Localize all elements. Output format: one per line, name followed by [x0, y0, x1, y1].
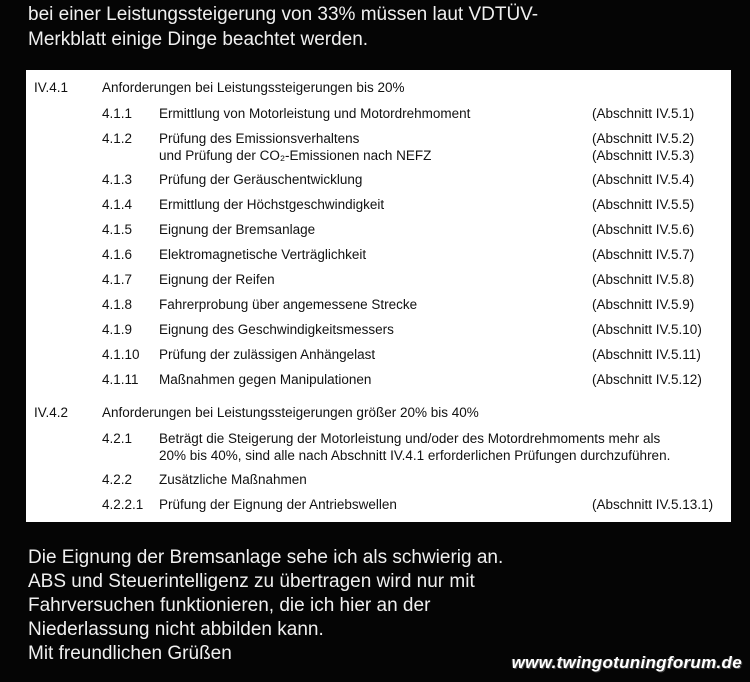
outro-text — [28, 546, 728, 666]
watermark: www.twingotuningforum.de — [511, 653, 742, 672]
intro-line: bei einer Leistungssteigerung von 33% müssen laut VDTÜV- — [28, 4, 539, 25]
outro-line: ABS und Steuerintelligenz zu übertragen wird nur mit — [28, 571, 475, 592]
document-excerpt: IV.4.1 Anforderungen bei Leistungssteigerungen bis 20% 4.1.1 Ermittlung von Motorleistung und Motordrehmoment (Abschnitt IV.5.1) 4.1.2 Prüfung des Emissionsverhaltens und Prüfung der CO₂-Emissionen nach NEFZ (Abschnitt IV.5.2) (Abschnitt IV.5.3) 4.1.3 Prüfung der Geräuschentwicklung (Abschnitt IV.5.4) 4.1.4 Ermittlung der Höchstgeschwindigkeit (Abschnitt IV.5.5) 4.1.5 Eignung der Bremsanlage (Abschnitt IV.5.6) 4.1.6 Elektromagnetische Verträglichkeit (Abschnitt IV.5.7) 4.1.7 Eignung der Reifen (Abschnitt IV.5.8) 4.1.8 Fahrerprobung über angemessene Strecke (Abschnitt IV.5.9) 4.1.9 Eignung des Geschwindigkeitsmessers (Abschnitt IV.5.10) 4.1.10 Prüfung der zulässigen Anhängelast (Abschnitt IV.5.11) 4.1.11 Maßnahmen gegen Manipulationen (Abschnitt IV.5.12) IV.4.2 Anforderungen bei Leistungssteigerungen größer 20% bis 40% 4.2.1 Beträgt die Steigerung der Motorleistung und/oder des Motordrehmoments mehr als 20% bis 40%, sind alle nach Abschnitt IV.4.1 erforderlichen Prüfungen durchzuführen. 4.2.2 Zusätzliche Maßnahmen 4.2.2.1 Prüfung der Eignung der Antriebswellen (Abschnitt IV.5.13.1) — [26, 70, 731, 522]
intro-line: Merkblatt einige Dinge beachtet werden. — [28, 29, 369, 50]
outro-line: Mit freundlichen Grüßen — [28, 643, 232, 664]
outro-line: Niederlassung nicht abbilden kann. — [28, 619, 324, 640]
outro-line: Fahrversuchen funktionieren, die ich hier an der — [28, 595, 431, 616]
outro-line: Die Eignung der Bremsanlage sehe ich als schwierig an. — [28, 547, 504, 568]
section-title: Anforderungen bei Leistungssteigerungen größer 20% bis 40% — [102, 405, 479, 420]
section-number: IV.4.1 — [34, 80, 69, 95]
intro-text — [28, 2, 728, 52]
section-number: IV.4.2 — [34, 405, 69, 420]
section-title: Anforderungen bei Leistungssteigerungen bis 20% — [102, 80, 405, 95]
